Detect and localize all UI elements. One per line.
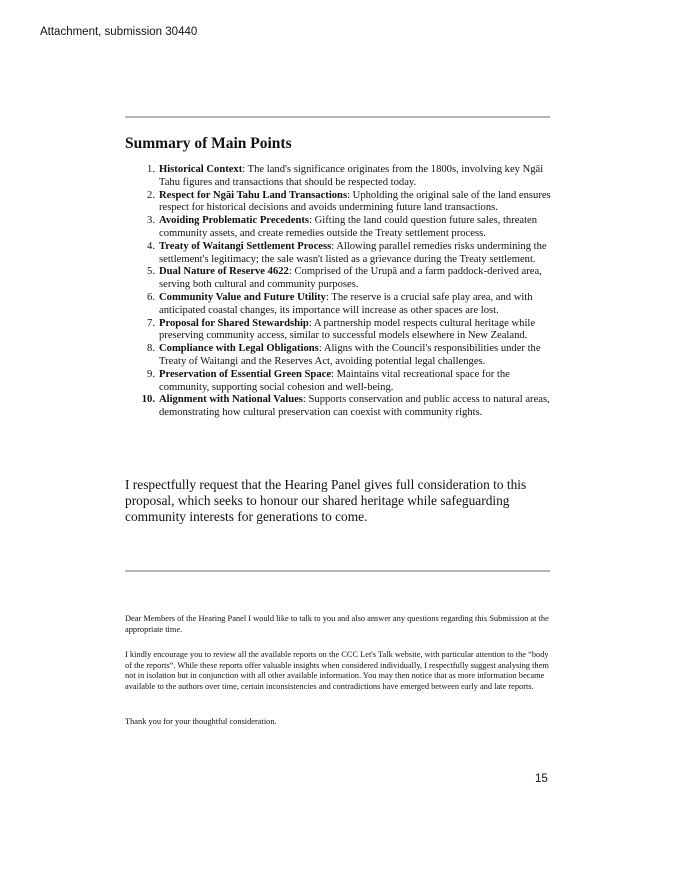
list-item: [147, 368, 559, 395]
list-item-text: : Maintains vital recreational space for the community, supporting social cohesion and well-being.: [159, 368, 510, 393]
list-item: [147, 291, 559, 318]
request-paragraph: I respectfully request that the Hearing Panel gives full consideration to this proposal, which seeks to honour our shared heritage while safeguarding community interests for generations to come.: [125, 477, 527, 525]
list-item-number: 8.: [147, 343, 155, 355]
list-item-title: Community Value and Future Utility: [159, 291, 326, 303]
list-item: [147, 189, 559, 216]
list-item: [141, 394, 559, 420]
list-item-text: : Aligns with the Council's responsibilities under the Treaty of Waitangi and the Reserves Act, avoiding potential legal challenges.: [159, 343, 541, 367]
list-item-title: Historical Context: [159, 164, 243, 175]
list-item-number: 3.: [147, 215, 155, 227]
list-item-number: 4.: [147, 240, 155, 252]
list-item-number: 9.: [147, 368, 155, 380]
list-item-title: Treaty of Waitangi Settlement Process: [159, 240, 332, 252]
list-item-text: : A partnership model respects cultural heritage while preserving community access, similar to successful models elsewhere in New Zealand.: [159, 317, 536, 342]
list-item-text: : The reserve is a crucial safe play area, and with anticipated coastal changes, its importance will increase as other spaces are lost.: [159, 291, 533, 316]
list-item-title: Alignment with National Values: [159, 394, 303, 406]
list-item-title: Avoiding Problematic Precedents: [159, 215, 310, 227]
bottom-divider: [125, 570, 550, 572]
list-item-title: Compliance with Legal Obligations: [159, 343, 319, 355]
closing-paragraph-reports: I kindly encourage you to review all the available reports on the CCC Let's Talk website, with particular attention to the “body of the reports”. While these reports offer valuable insights when considered individually, I respectfully suggest analysing them not in isolation but in conjunction with all other available information. You may then notice that as more information became available to the authors over time, certain inconsistencies and contradictions have emerged between early and late reports.: [125, 650, 549, 691]
list-item-number: 7.: [147, 317, 155, 329]
list-item-title: Respect for Ngāi Tahu Land Transactions: [159, 189, 348, 201]
list-item-number: 1.: [147, 164, 155, 175]
top-divider: [125, 116, 550, 118]
list-item: [147, 266, 559, 292]
list-item-number: 6.: [147, 291, 155, 303]
closing-paragraph-hearing: Dear Members of the Hearing Panel I would like to talk to you and also answer any questions regarding this Submission at the appropriate time.: [125, 614, 549, 634]
page-number: 15: [535, 773, 548, 785]
list-item-number: 2.: [147, 189, 155, 201]
list-item-text: : Allowing parallel remedies risks undermining the settlement's legitimacy; the sale wasn't listed as a grievance during the Treaty settlement.: [159, 240, 547, 265]
closing-paragraph-thanks: Thank you for your thoughtful consideration.: [125, 717, 277, 726]
list-item-number: 5.: [147, 266, 155, 278]
list-item-text: : Supports conservation and public access to natural areas, demonstrating how cultural preservation can coexist with community rights.: [159, 394, 550, 419]
list-item: [147, 215, 559, 241]
list-item-text: : Upholding the original sale of the land ensures respect for historical decisions and avoids undermining future land transactions.: [159, 189, 551, 214]
list-item-text: : Comprised of the Urupā and a farm paddock-derived area, serving both cultural and community purposes.: [159, 266, 542, 291]
list-item: [147, 317, 559, 344]
main-points-list: [141, 164, 559, 420]
list-item: [147, 240, 559, 267]
list-item: [147, 343, 559, 369]
list-item-title: Dual Nature of Reserve 4622: [159, 266, 289, 278]
list-item-number: 10.: [141, 394, 155, 406]
list-item-text: : Gifting the land could question future sales, threaten community assets, and create remedies outside the Treaty settlement process.: [159, 215, 538, 239]
list-item: [147, 164, 559, 190]
summary-heading: Summary of Main Points: [125, 135, 292, 152]
list-item-text: : The land's significance originates from the 1800s, involving key Ngāi Tahu figures and transactions that should be respected today.: [159, 164, 544, 188]
attachment-header: Attachment, submission 30440: [40, 26, 198, 38]
list-item-title: Preservation of Essential Green Space: [159, 368, 332, 380]
list-item-title: Proposal for Shared Stewardship: [159, 317, 309, 329]
